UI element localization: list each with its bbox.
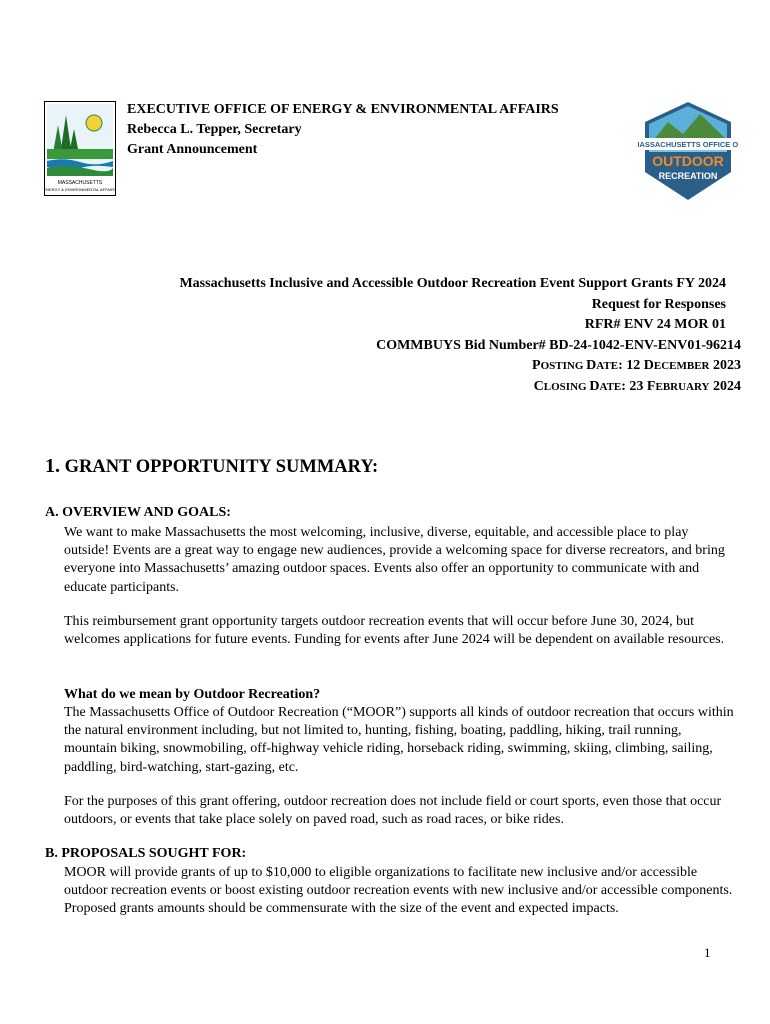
moor-logo-word1: OUTDOOR bbox=[652, 153, 724, 169]
section-b-para-1: MOOR will provide grants of up to $10,000 to eligible organizations to facilitate new inclusive and/or accessible outdoor recreation events or boost existing outdoor recreation events with new inclusive and/or accessible components. Proposed grants amounts should be commensurate with the size of the event and expected impacts. bbox=[64, 865, 733, 917]
agency-header bbox=[127, 100, 559, 160]
section-1-heading bbox=[45, 455, 378, 478]
secretary-name: Rebecca L. Tepper, Secretary bbox=[127, 122, 302, 137]
outdoor-rec-subheading: What do we mean by Outdoor Recreation? bbox=[64, 687, 321, 702]
eea-logo bbox=[44, 101, 116, 196]
section-b-heading: B. PROPOSALS SOUGHT FOR: bbox=[45, 846, 247, 861]
section-a-para-4: For the purposes of this grant offering, outdoor recreation does not include field or court sports, even those that occur outdoors, or events that take place solely on paved road, such as road races, or bike rides. bbox=[64, 794, 722, 828]
section-a-heading: A. OVERVIEW AND GOALS: bbox=[45, 505, 231, 520]
section-1-number: 1. bbox=[45, 455, 60, 477]
grant-title: Massachusetts Inclusive and Accessible Outdoor Recreation Event Support Grants FY 2024 bbox=[179, 276, 726, 291]
title-block bbox=[179, 274, 741, 398]
posting-date: POSTING DATE: 12 DECEMBER 2023 bbox=[532, 358, 741, 374]
request-type: Request for Responses bbox=[591, 296, 726, 312]
closing-date: CLOSING DATE: 23 FEBRUARY 2024 bbox=[533, 378, 741, 394]
page-number: 1 bbox=[704, 945, 711, 960]
document-type: Grant Announcement bbox=[127, 142, 258, 157]
moor-logo-arc-text: MASSACHUSETTS OFFICE OF bbox=[638, 140, 738, 149]
eea-logo-text-1: MASSACHUSETTS bbox=[57, 180, 103, 186]
rfr-number: RFR# ENV 24 MOR 01 bbox=[584, 317, 726, 333]
section-a-para-3: The Massachusetts Office of Outdoor Recreation (“MOOR”) supports all kinds of outdoor recreation that occurs within the natural environment including, but not limited to, hunting, fishing, boating, paddling, hiking, trail running, mountain biking, snowmobiling, off-highway vehicle riding, horseback riding, swimming, skiing, climbing, sailing, paddling, bird-watching, start-gazing, etc. bbox=[64, 705, 734, 775]
section-1-title: GRANT OPPORTUNITY SUMMARY: bbox=[64, 457, 379, 477]
moor-logo-word2: RECREATION bbox=[658, 171, 718, 181]
commbuys-bid-number: COMMBUYS Bid Number# BD-24-1042-ENV-ENV01-96214 bbox=[376, 337, 741, 353]
section-a-para-2: This reimbursement grant opportunity targets outdoor recreation events that will occur before June 30, 2024, but welcomes applications for future events. Funding for events after June 2024 will be dependent on available resources. bbox=[64, 614, 725, 648]
agency-name: EXECUTIVE OFFICE OF ENERGY & ENVIRONMENTAL AFFAIRS bbox=[127, 102, 559, 117]
section-a-para-1: We want to make Massachusetts the most welcoming, inclusive, diverse, equitable, and accessible place to play outside! Events are a great way to engage new audiences, provide a welcoming space for diverse recreators, and bring everyone into Massachusetts’ amazing outdoor spaces. Events also offer an opportunity to communicate with and educate participants. bbox=[64, 525, 725, 595]
eea-logo-text-2: ENERGY & ENVIRONMENTAL AFFAIRS bbox=[44, 187, 116, 192]
moor-logo bbox=[638, 100, 738, 202]
